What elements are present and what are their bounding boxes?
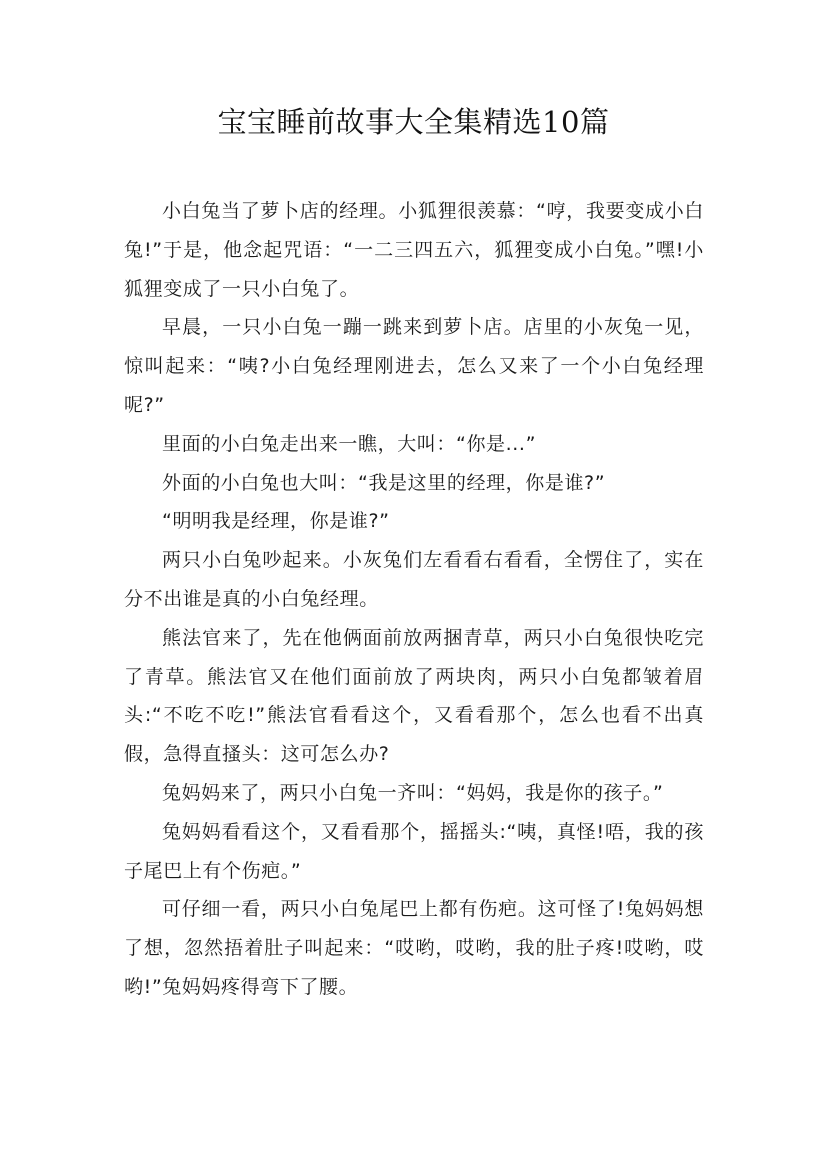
paragraph: 外面的小白兔也大叫：“我是这里的经理，你是谁?” [162, 471, 606, 494]
document-body [124, 192, 704, 1007]
document-title: 宝宝睡前故事大全集精选10篇 [217, 105, 610, 139]
paragraph: 兔妈妈看看这个，又看看那个，摇摇头:“咦，真怪!唔，我的孩子尾巴上有个伤疤。” [124, 820, 704, 882]
paragraph: 兔妈妈来了，两只小白兔一齐叫：“妈妈，我是你的孩子。” [162, 781, 664, 804]
paragraph: 早晨，一只小白兔一蹦一跳来到萝卜店。店里的小灰兔一见，惊叫起来：“咦?小白兔经理刚进去，怎么又来了一个小白兔经理呢?” [124, 316, 704, 416]
paragraph: 熊法官来了，先在他俩面前放两捆青草，两只小白兔很快吃完了青草。熊法官又在他们面前放了两块肉，两只小白兔都皱着眉头:“不吃不吃!”熊法官看看这个，又看看那个，怎么也看不出真假，急得直搔头：这可怎么办? [124, 626, 704, 766]
paragraph: 里面的小白兔走出来一瞧，大叫：“你是...” [162, 432, 537, 455]
paragraph: 小白兔当了萝卜店的经理。小狐狸很羡慕：“哼，我要变成小白兔!”于是，他念起咒语：“一二三四五六，狐狸变成小白兔。”嘿!小狐狸变成了一只小白兔了。 [124, 200, 704, 300]
paragraph: 可仔细一看，两只小白兔尾巴上都有伤疤。这可怪了!兔妈妈想了想，忽然捂着肚子叫起来：“哎哟，哎哟，我的肚子疼!哎哟，哎哟!”兔妈妈疼得弯下了腰。 [124, 898, 704, 998]
paragraph: “明明我是经理，你是谁?” [162, 510, 390, 533]
paragraph: 两只小白兔吵起来。小灰兔们左看看右看看，全愣住了，实在分不出谁是真的小白兔经理。 [124, 549, 704, 610]
